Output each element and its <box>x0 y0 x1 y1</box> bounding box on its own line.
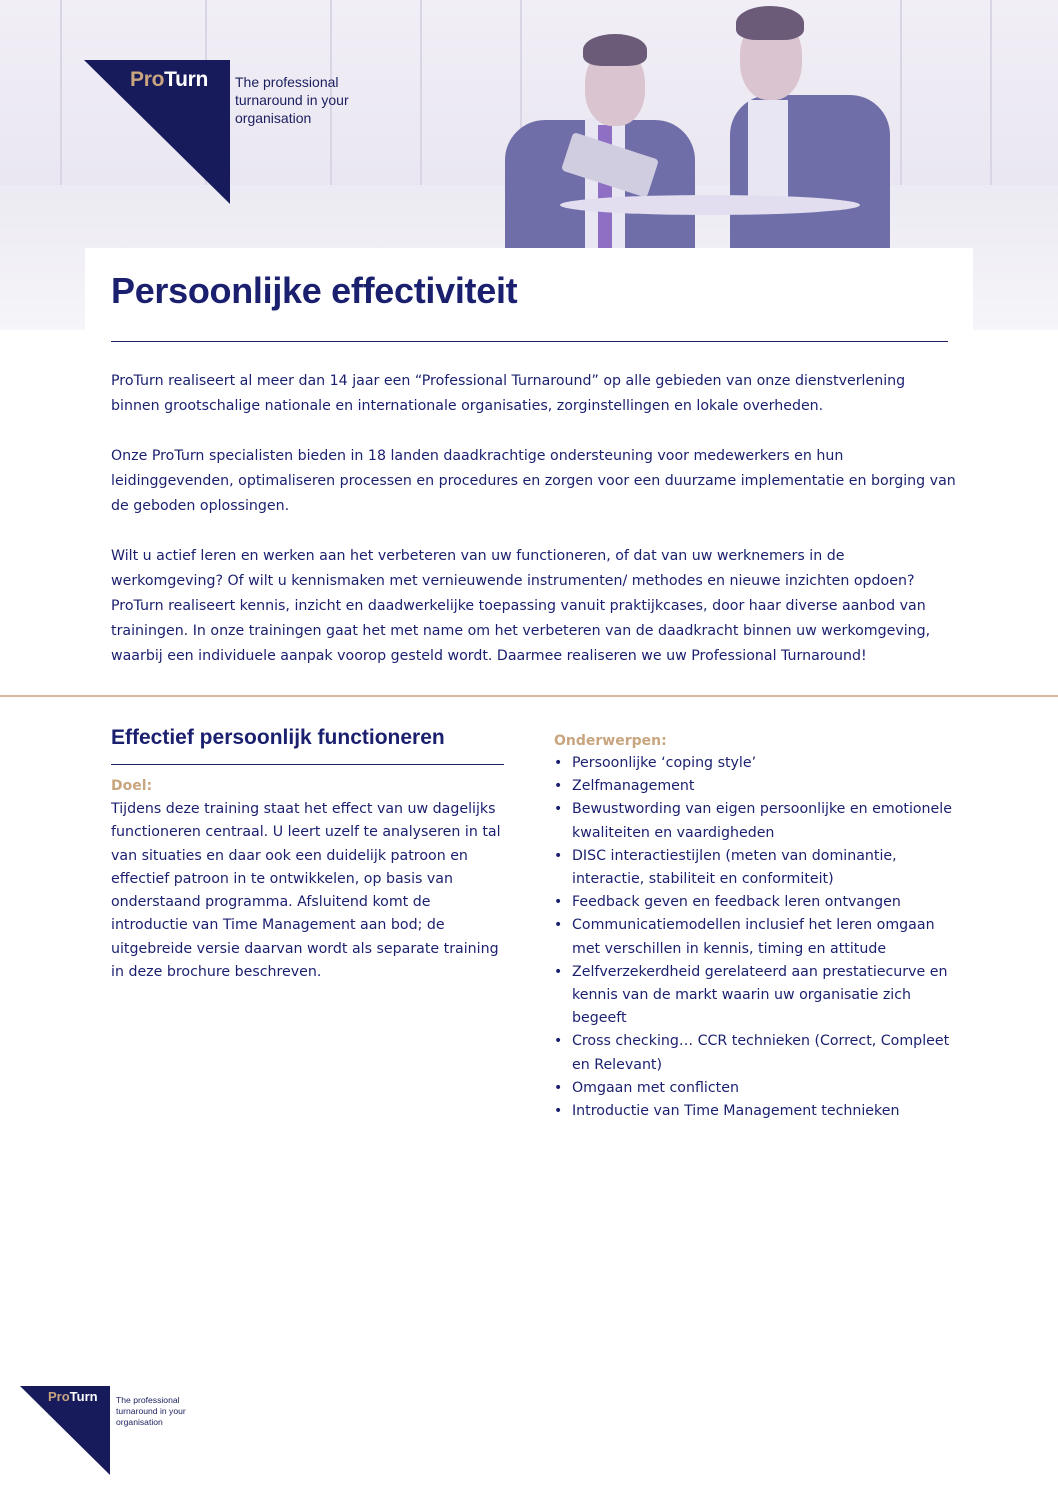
topic-text: Communicatiemodellen inclusief het leren omgaan met verschillen in kennis, timing en attitude <box>572 917 935 957</box>
topic-item <box>554 1100 954 1123</box>
topic-text: Omgaan met conflicten <box>572 1079 739 1096</box>
topic-item <box>554 798 954 844</box>
bullet: • <box>554 755 563 771</box>
topic-item <box>554 775 954 798</box>
logo-tagline: The professional turnaround in your organisation <box>116 1395 186 1427</box>
bullet: • <box>554 963 563 980</box>
bullet: • <box>554 1033 563 1050</box>
intro-paragraph: Onze ProTurn specialisten bieden in 18 landen daadkrachtige ondersteuning voor medewerkers en hun leidinggevenden, optimaliseren processen en procedures en zorgen voor een duurzame implementatie en borging van de geboden oplossingen. <box>111 448 956 514</box>
topic-text: Zelfverzekerdheid gerelateerd aan prestatiecurve en kennis van de markt waarin uw organisatie zich begeeft <box>572 963 948 1027</box>
logo-wordmark: ProTurn <box>48 1389 98 1404</box>
topic-item <box>554 845 954 891</box>
title-divider <box>111 341 948 342</box>
bullet: • <box>554 1103 563 1120</box>
proturn-logo <box>84 60 349 204</box>
topic-text: Persoonlijke ‘coping style’ <box>572 755 757 771</box>
bullet: • <box>554 1079 563 1096</box>
bullet: • <box>554 894 563 911</box>
topic-item <box>554 1030 954 1076</box>
training-title-divider <box>111 764 504 765</box>
proturn-logo-footer <box>20 1386 186 1475</box>
bullet: • <box>554 917 563 934</box>
topic-text: Introductie van Time Management technieken <box>572 1103 900 1120</box>
topic-item <box>554 891 954 914</box>
hair <box>583 34 647 66</box>
topic-item <box>554 752 954 775</box>
intro-text <box>111 369 956 694</box>
hair <box>736 6 804 40</box>
goal-label: Doel: <box>111 778 153 794</box>
topic-text: Feedback geven en feedback leren ontvangen <box>572 894 901 911</box>
topics-label: Onderwerpen: <box>554 733 667 749</box>
logo-tagline: The professional turnaround in your organisation <box>235 74 349 126</box>
shirt <box>748 100 788 200</box>
intro-paragraph: Wilt u actief leren en werken aan het verbeteren van uw functioneren, of dat van uw werknemers in de werkomgeving? Of wilt u kennismaken met vernieuwende instrumenten/ methodes en nieuwe inzichten opdoen? ProTurn realiseert kennis, inzicht en daadwerkelijke toepassing vanuit praktijkcases, door haar diverse aanbod van trainingen. In onze trainingen gaat het met name om het verbeteren van de daadkracht binnen uw werkomgeving, waarbij een individuele aanpak voorop gesteld wordt. Daarmee realiseren we uw Professional Turnaround! <box>111 548 931 664</box>
topic-text: Cross checking… CCR technieken (Correct, Compleet en Relevant) <box>572 1033 950 1073</box>
table <box>560 195 860 215</box>
bullet: • <box>554 847 563 864</box>
topic-item <box>554 914 954 960</box>
topic-item <box>554 1077 954 1100</box>
intro-paragraph: ProTurn realiseert al meer dan 14 jaar een “Professional Turnaround” op alle gebieden van onze dienstverlening binnen grootschalige nationale en internationale organisaties, zorginstellingen en lokale overheden. <box>111 373 906 414</box>
logo-wordmark: ProTurn <box>130 68 209 91</box>
topic-text: DISC interactiestijlen (meten van dominantie, interactie, stabiliteit en conformiteit) <box>572 847 897 888</box>
page-title: Persoonlijke effectiviteit <box>111 270 518 311</box>
section-divider <box>0 695 1058 697</box>
topics-list <box>554 752 954 1123</box>
topic-text: Zelfmanagement <box>572 778 695 795</box>
topic-text: Bewustwording van eigen persoonlijke en emotionele kwaliteiten en vaardigheden <box>572 801 952 841</box>
bullet: • <box>554 801 563 818</box>
topic-item <box>554 961 954 1031</box>
bullet: • <box>554 778 563 795</box>
training-title: Effectief persoonlijk functioneren <box>111 726 445 749</box>
goal-text: Tijdens deze training staat het effect van uw dagelijks functioneren centraal. U leert uzelf te analyseren in tal van situaties en daar ook een duidelijk patroon en effectief patroon in te ontwikkelen, op basis van onderstaand programma. Afsluitend komt de introductie van Time Management aan bod; de uitgebreide versie daarvan wordt als separate training in deze brochure beschreven. <box>111 801 501 981</box>
